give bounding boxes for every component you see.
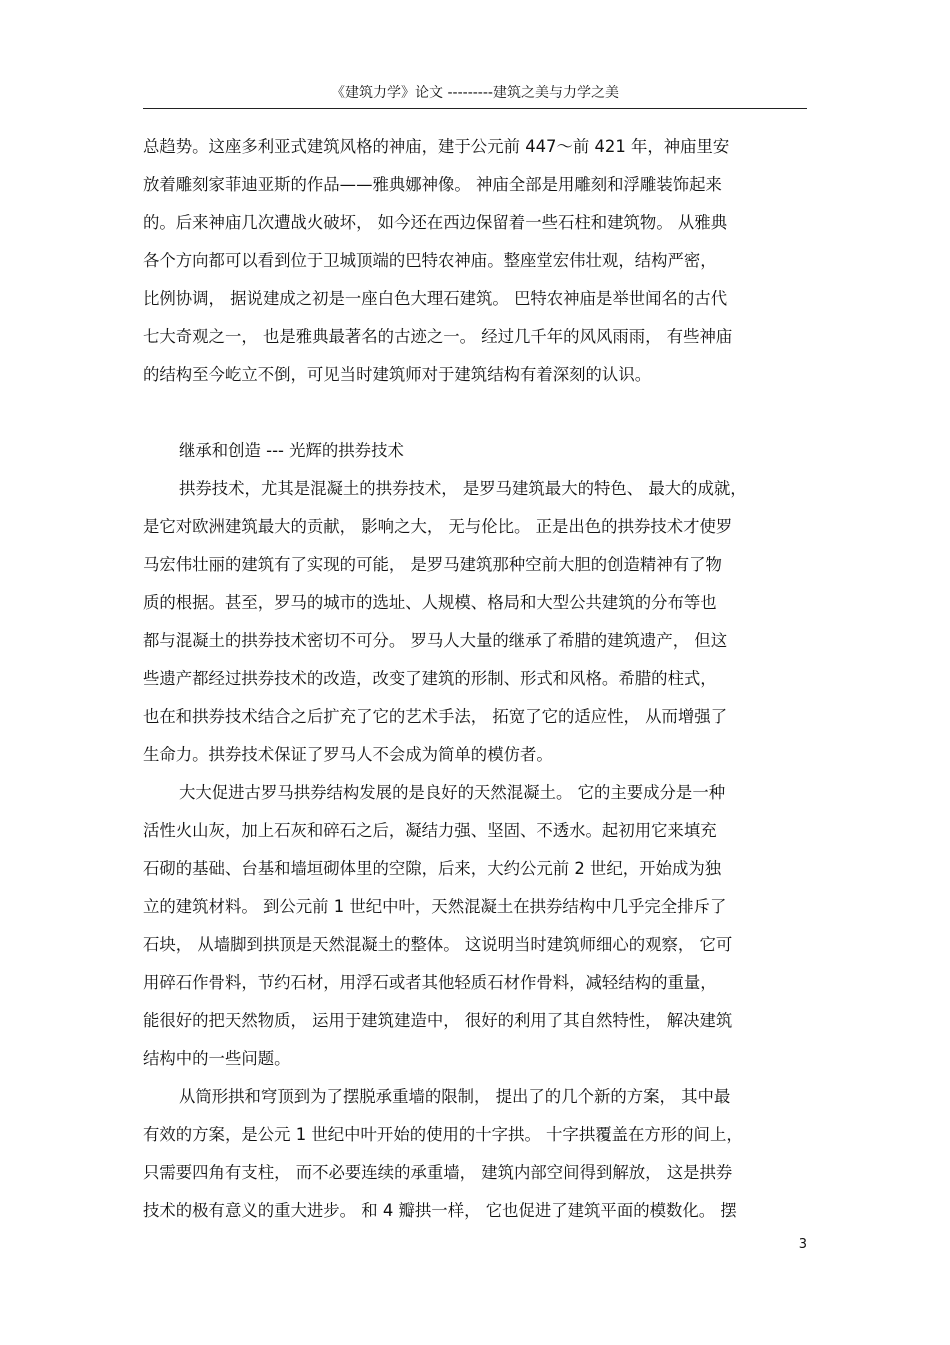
text-line: 用碎石作骨料，节约石材，用浮石或者其他轻质石材作骨料，减轻结构的重量，	[143, 973, 717, 992]
text-line: 是它对欧洲建筑最大的贡献， 影响之大， 无与伦比。 正是出色的拱券技术才使罗	[143, 517, 733, 536]
text-line: 七大奇观之一， 也是雅典最著名的古迹之一。 经过几千年的风风雨雨， 有些神庙	[143, 327, 733, 346]
text-line: 活性火山灰，加上石灰和碎石之后，凝结力强、坚固、不透水。起初用它来填充	[143, 821, 717, 840]
text-line: 拱券技术，尤其是混凝土的拱券技术， 是罗马建筑最大的特色、 最大的成就，	[179, 479, 747, 498]
text-line: 技术的极有意义的重大进步。 和 4 瓣拱一样， 它也促进了建筑平面的模数化。 摆	[143, 1201, 737, 1220]
text-line: 能很好的把天然物质， 运用于建筑建造中， 很好的利用了其自然特性， 解决建筑	[143, 1011, 733, 1030]
text-line: 都与混凝土的拱券技术密切不可分。 罗马人大量的继承了希腊的建筑遗产， 但这	[143, 631, 728, 650]
text-line: 质的根据。甚至，罗马的城市的选址、人规模、格局和大型公共建筑的分布等也	[143, 593, 717, 612]
page-number: 3	[798, 1237, 807, 1252]
text-line: 放着雕刻家菲迪亚斯的作品——雅典娜神像。 神庙全部是用雕刻和浮雕装饰起来	[143, 175, 722, 194]
text-line: 石块， 从墙脚到拱顶是天然混凝土的整体。 这说明当时建筑师细心的观察， 它可	[143, 935, 733, 954]
text-line: 生命力。拱券技术保证了罗马人不会成为简单的模仿者。	[143, 745, 553, 764]
text-line: 也在和拱券技术结合之后扩充了它的艺术手法， 拓宽了它的适应性， 从而增强了	[143, 707, 728, 726]
section-heading: 继承和创造 --- 光辉的拱券技术	[179, 441, 404, 460]
text-line: 立的建筑材料。 到公元前 1 世纪中叶，天然混凝土在拱券结构中几乎完全排斥了	[143, 897, 727, 916]
text-line: 从筒形拱和穹顶到为了摆脱承重墙的限制， 提出了的几个新的方案， 其中最	[179, 1087, 731, 1106]
text-line: 有效的方案，是公元 1 世纪中叶开始的使用的十字拱。 十字拱覆盖在方形的间上，	[143, 1125, 743, 1144]
page-header: 《建筑力学》论文 ---------建筑之美与力学之美	[143, 82, 807, 109]
text-line: 比例协调， 据说建成之初是一座白色大理石建筑。 巴特农神庙是举世闻名的古代	[143, 289, 728, 308]
text-line: 大大促进古罗马拱券结构发展的是良好的天然混凝土。 它的主要成分是一种	[179, 783, 726, 802]
text-line: 总趋势。这座多利亚式建筑风格的神庙，建于公元前 447～前 421 年，神庙里安	[143, 137, 730, 156]
paragraph-gap	[143, 394, 807, 432]
text-line: 石砌的基础、台基和墙垣砌体里的空隙，后来，大约公元前 2 世纪，开始成为独	[143, 859, 722, 878]
text-line: 只需要四角有支柱， 而不必要连续的承重墙， 建筑内部空间得到解放， 这是拱券	[143, 1163, 733, 1182]
text-line: 的。后来神庙几次遭战火破坏， 如今还在西边保留着一些石柱和建筑物。 从雅典	[143, 213, 728, 232]
text-line: 结构中的一些问题。	[143, 1049, 291, 1068]
text-line: 马宏伟壮丽的建筑有了实现的可能， 是罗马建筑那种空前大胆的创造精神有了物	[143, 555, 722, 574]
text-line: 的结构至今屹立不倒，可见当时建筑师对于建筑结构有着深刻的认识。	[143, 365, 652, 384]
text-line: 些遗产都经过拱券技术的改造，改变了建筑的形制、形式和风格。希腊的柱式，	[143, 669, 717, 688]
body-text	[143, 128, 807, 1230]
text-line: 各个方向都可以看到位于卫城顶端的巴特农神庙。整座堂宏伟壮观，结构严密，	[143, 251, 717, 270]
